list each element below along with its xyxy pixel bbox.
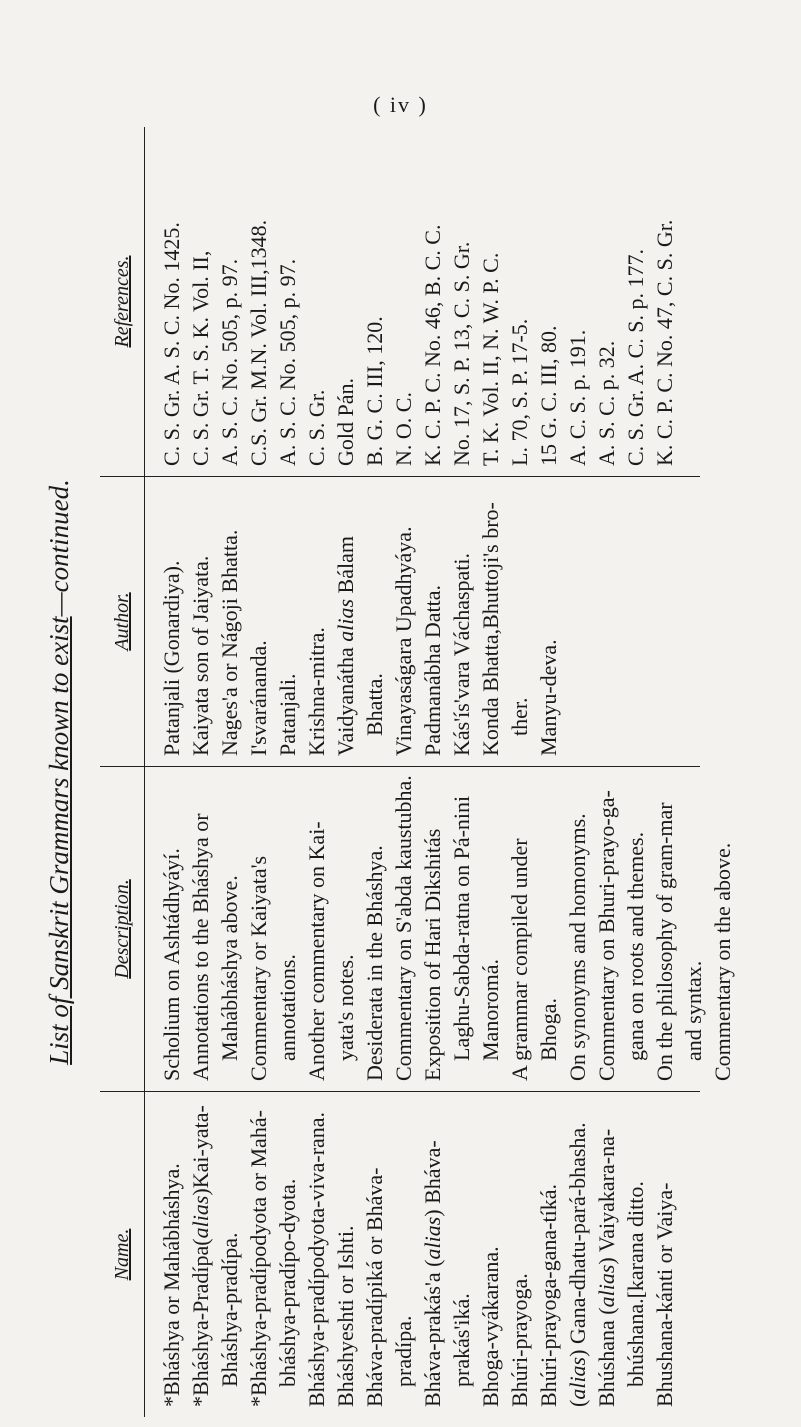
table-entry: Bháshyeshti or Ishti. (333, 1225, 358, 1407)
table-entry: On the philosophy of gram-mar and syntax. (652, 802, 706, 1081)
table-entry: Kás'ís'vara Váchaspati. (449, 552, 474, 756)
table-entry: A. S. C. No. 505, p. 97. (275, 258, 300, 466)
caption-title: List of Sanskrit Grammars known to exist (44, 616, 74, 1065)
rotated-page (40, 127, 780, 1417)
table-entry: Patanjali (Gonardiya). (159, 560, 184, 756)
table-entry: Commentary on the above. (710, 842, 735, 1081)
references-list (145, 127, 679, 476)
table-entry: Another commentary on Kai-yata's notes. (304, 821, 358, 1081)
table-entry: K. C. P. C. No. 47, C. S. Gr. (652, 219, 677, 466)
table-entry: 15 G. C. III, 80. (536, 325, 561, 466)
column-name (100, 1092, 700, 1417)
table-entry: C. S. Gr. A. S. C. No. 1425. (159, 222, 184, 466)
table-entry: Bhúri-prayoga-gana-tíká. (536, 1184, 561, 1407)
table-entry: Bhúri-prayoga. (507, 1273, 532, 1407)
header-name: Name. (100, 1092, 145, 1417)
column-description (100, 767, 735, 1092)
table-entry: A. C. S. p. 191. (565, 329, 590, 466)
table-entry: C. S. Gr. (304, 389, 329, 466)
table-entry: I'svaránanda. (246, 640, 271, 756)
table-entry: C. S. Gr. A. C. S. p. 177. (623, 249, 648, 466)
header-description: Description. (100, 767, 145, 1091)
table-entry: Annotations to the Bháshya or Mahábháshya above. (188, 813, 242, 1081)
header-author: Author. (100, 477, 145, 766)
table-entry: Konda Bhatta,Bhuttoji's bro-ther. (478, 502, 532, 756)
table-entry: Vaidyanátha alias Bálam Bhatta. (333, 536, 387, 756)
page-caption (44, 127, 75, 1417)
table-entry: Bhushana-kánti or Vaiya- (652, 1182, 677, 1407)
page-number: ( iv ) (373, 92, 428, 117)
table-entry: Krishna-mitra. (304, 627, 329, 756)
table-entry: Commentary on S'abda kaustubha. (391, 775, 416, 1081)
table-entry: Exposition of Hari Dikshitás Laghu-Sabda-ratna on Pá-nini Manoromá. (420, 795, 503, 1081)
table-entry: C.S. Gr. M.N. Vol. III,1348. (246, 219, 271, 466)
grammar-table (100, 127, 735, 1417)
column-references (100, 127, 700, 477)
table-entry: C. S. Gr. T. S. K. Vol. II, (188, 250, 213, 466)
header-references: References. (100, 127, 145, 476)
table-entry: On synonyms and homonyms. (565, 813, 590, 1081)
table-entry: A. S. C. p. 32. (594, 340, 619, 466)
table-entry: Bhoga-vyákarana. (478, 1246, 503, 1407)
table-entry: Bháva-prakás'a (alias) Bháva-prakás'iká. (420, 1140, 474, 1407)
table-entry: Gold Pán. (333, 378, 358, 466)
table-entry: A grammar compiled under Bhoga. (507, 838, 561, 1081)
table-entry: T. K. Vol. II, N. W. P. C. (478, 252, 503, 466)
table-entry: Manyu-deva. (536, 639, 561, 756)
table-entry: Bhúshana (alias) Vaiyakara-na-bhúshana.[karana ditto. (594, 1128, 648, 1407)
table-entry: Padmanábha Datta. (420, 584, 445, 756)
name-list (145, 1092, 679, 1417)
table-entry: *Bháshya-Pradípa(alias)Kai-yata-Bháshya-pradípa. (188, 1105, 242, 1407)
table-entry: No. 17, S. P. 13, C. S. Gr. (449, 241, 474, 466)
caption-suffix: —continued. (44, 479, 74, 617)
description-list (145, 767, 737, 1091)
table-entry: Desiderata in the Bháshya. (362, 845, 387, 1081)
table-entry: Kaiyata son of Jaiyata. (188, 555, 213, 756)
table-entry: (alias) Gana-dhatu-pará-bhasha. (565, 1122, 590, 1407)
column-author (100, 477, 700, 767)
table-entry: *Bháshya or Mahábháshya. (159, 1163, 184, 1407)
table-entry: *Bháshya-pradípodyota or Mahá-bháshya-pradípo-dyota. (246, 1110, 300, 1407)
table-entry: Scholium on Ashtádhyáyí. (159, 848, 184, 1081)
table-entry: N. O. C. (391, 392, 416, 466)
table-entry: Commentary on Bhuri-prayo-ga-gana on roots and themes. (594, 790, 648, 1081)
table-entry: A. S. C. No. 505, p. 97. (217, 258, 242, 466)
table-entry: L. 70, S. P. 17-5. (507, 318, 532, 466)
table-entry: Patanjali. (275, 673, 300, 756)
table-entry: K. C. P. C. No. 46, B. C. C. (420, 224, 445, 466)
table-entry: Vinayaságara Upadhyáya. (391, 526, 416, 756)
table-entry: Nages'a or Nágoji Bhatta. (217, 529, 242, 756)
table-entry: Bháva-pradípiká or Bháva-pradípa. (362, 1167, 416, 1407)
table-entry: B. G. C. III, 120. (362, 316, 387, 466)
table-entry: Bháshya-pradípodyota-viva-rana. (304, 1111, 329, 1407)
table-entry: Commentary or Kaiyata's annotations. (246, 855, 300, 1081)
author-list (145, 477, 563, 766)
